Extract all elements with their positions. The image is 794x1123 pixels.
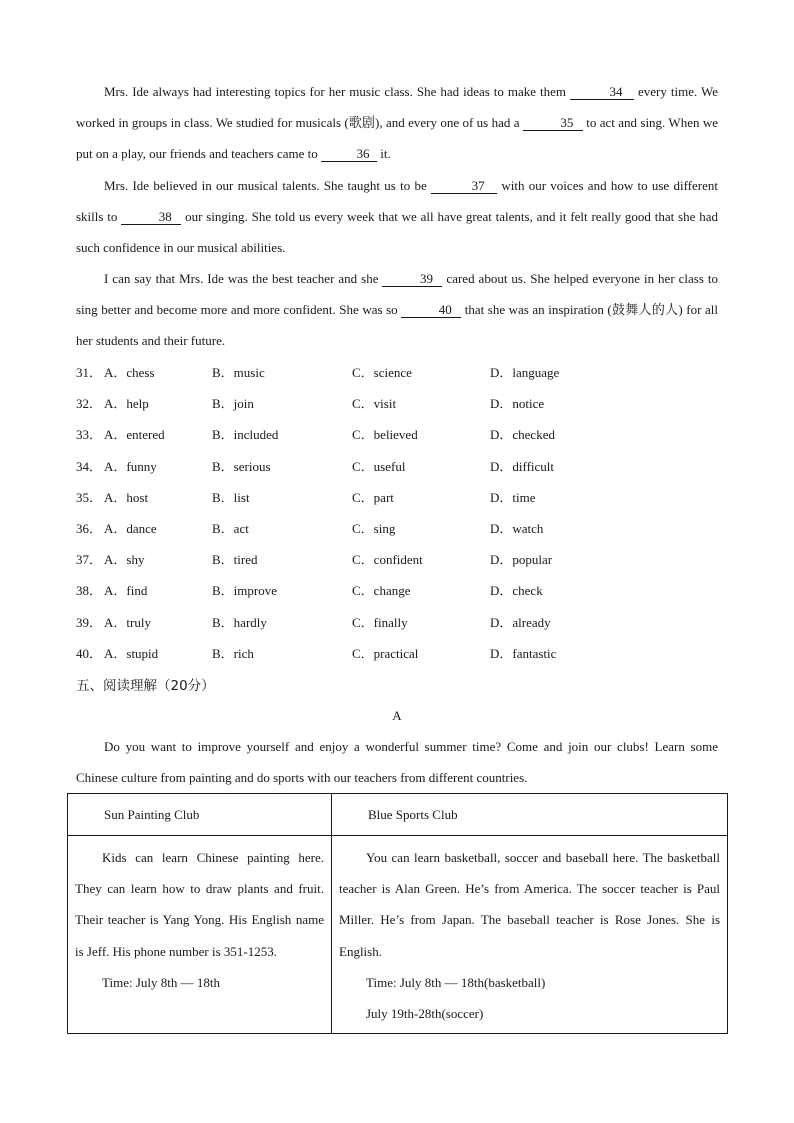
- option-a: A．host: [104, 489, 149, 505]
- painting-club-cell: [68, 836, 332, 1034]
- option-d: D．check: [490, 583, 543, 599]
- option-row-39: [76, 607, 716, 638]
- option-d: D．difficult: [490, 458, 555, 474]
- option-row-33: [76, 419, 716, 450]
- option-c: C．change: [352, 583, 411, 599]
- passage-label: A: [392, 708, 402, 723]
- option-row-38: [76, 575, 716, 606]
- text-run: to act and sing. When we put on a play, our friends and teachers came to: [76, 115, 718, 162]
- cloze-paragraph-3: [76, 263, 718, 357]
- table-row: [68, 836, 728, 1034]
- text-run: that she was an inspiration (鼓舞人的人) for all her students and their future.: [76, 302, 718, 349]
- option-a: A．funny: [104, 458, 157, 474]
- option-c: C．practical: [352, 645, 419, 661]
- blank-34: 34: [570, 85, 634, 100]
- blank-40: 40: [401, 303, 461, 318]
- text-run: I can say that Mrs. Ide was the best teacher and she: [104, 271, 383, 286]
- option-row-35: [76, 482, 716, 513]
- blank-39: 39: [382, 272, 442, 287]
- sports-club-time-basketball: Time: July 8th — 18th(basketball): [366, 974, 546, 990]
- option-d: D．popular: [490, 552, 553, 568]
- sports-club-title: Blue Sports Club: [368, 807, 458, 822]
- option-c: C．science: [352, 365, 412, 380]
- painting-club-title: Sun Painting Club: [104, 807, 200, 822]
- option-a: A．chess: [104, 365, 155, 380]
- option-b: B．serious: [212, 458, 271, 474]
- sports-club-time-soccer: July 19th-28th(soccer): [366, 1006, 484, 1022]
- option-c: C．useful: [352, 458, 406, 474]
- option-b: B．act: [212, 520, 249, 536]
- option-c: C．part: [352, 489, 394, 505]
- option-b: B．tired: [212, 552, 258, 568]
- cloze-paragraph-1: [76, 76, 718, 170]
- option-b: B．included: [212, 427, 279, 443]
- option-row-34: [76, 451, 716, 482]
- table-header-cell: [68, 794, 332, 836]
- option-a: A．entered: [104, 427, 165, 443]
- option-a: A．stupid: [104, 645, 159, 661]
- sports-club-description: You can learn basketball, soccer and baseball here. The basketball teacher is Alan Green. He’s from America. The soccer teacher is Paul Miller. He’s from Japan. The baseball teacher is Rose Jones. She is English.: [339, 850, 720, 959]
- text-run: Mrs. Ide believed in our musical talents. She taught us to be: [104, 178, 432, 193]
- option-b: B．improve: [212, 583, 277, 599]
- option-a: A．truly: [104, 614, 151, 630]
- table-header-cell: [332, 794, 728, 836]
- painting-club-description: Kids can learn Chinese painting here. They can learn how to draw plants and fruit. Their teacher is Yang Yong. His English name is Jeff. His phone number is 351-1253.: [75, 850, 324, 959]
- option-row-32: [76, 388, 716, 419]
- question-number: 33．: [76, 427, 103, 443]
- option-d: D．language: [490, 365, 560, 380]
- option-c: C．visit: [352, 396, 397, 412]
- option-d: D．fantastic: [490, 645, 557, 661]
- option-b: B．list: [212, 489, 250, 505]
- section-heading: 五、阅读理解（20分）: [76, 678, 215, 694]
- options-list: [76, 357, 716, 669]
- option-row-37: [76, 544, 716, 575]
- option-row-31: [76, 357, 716, 388]
- option-c: C．finally: [352, 614, 408, 630]
- option-a: A．help: [104, 396, 149, 412]
- question-number: 40．: [76, 645, 103, 661]
- option-row-40: [76, 638, 716, 669]
- question-number: 34．: [76, 458, 103, 474]
- table-header-row: [68, 794, 728, 836]
- text-run: cared about us. She helped everyone in her class to sing better and become more and more confident. She was so: [76, 271, 718, 318]
- text-run: it.: [376, 146, 391, 162]
- text-run: our singing. She told us every week that we all have great talents, and it felt really good that she had such confidence in our musical abilities.: [76, 209, 718, 256]
- option-a: A．shy: [104, 552, 145, 568]
- question-number: 37．: [76, 552, 103, 568]
- blank-36: 36: [321, 147, 377, 162]
- sports-club-cell: [332, 836, 728, 1034]
- clubs-table: [67, 793, 728, 1034]
- text-run: with our voices and how to use different skills to: [76, 178, 718, 225]
- blank-38: 38: [121, 210, 181, 225]
- option-d: D．notice: [490, 396, 545, 412]
- question-number: 35．: [76, 489, 103, 505]
- question-number: 36．: [76, 520, 103, 536]
- text-run: every time. We worked in groups in class. We studied for musicals (歌剧), and every one of us had a: [76, 84, 718, 131]
- question-number: 32．: [76, 396, 103, 412]
- blank-35: 35: [523, 116, 583, 131]
- option-a: A．find: [104, 583, 148, 599]
- option-d: D．time: [490, 489, 536, 505]
- question-number: 39．: [76, 614, 103, 630]
- option-c: C．sing: [352, 520, 396, 536]
- question-number: 38．: [76, 583, 103, 599]
- text-run: Mrs. Ide always had interesting topics for her music class. She had ideas to make them: [104, 84, 571, 99]
- option-a: A．dance: [104, 520, 157, 536]
- option-c: C．believed: [352, 427, 418, 443]
- option-c: C．confident: [352, 552, 423, 568]
- cloze-paragraph-2: [76, 170, 718, 264]
- option-d: D．checked: [490, 427, 555, 443]
- option-b: B．music: [212, 365, 265, 380]
- passage-intro: Do you want to improve yourself and enjoy a wonderful summer time? Come and join our clubs! Learn some Chinese culture from painting and do sports with our teachers from different countries.: [76, 739, 718, 786]
- option-b: B．join: [212, 396, 254, 412]
- option-b: B．hardly: [212, 614, 267, 630]
- option-d: D．watch: [490, 520, 544, 536]
- option-d: D．already: [490, 614, 551, 630]
- option-b: B．rich: [212, 645, 254, 661]
- option-row-36: [76, 513, 716, 544]
- painting-club-time: Time: July 8th — 18th: [102, 974, 220, 990]
- question-number: 31．: [76, 365, 103, 380]
- blank-37: 37: [431, 179, 497, 194]
